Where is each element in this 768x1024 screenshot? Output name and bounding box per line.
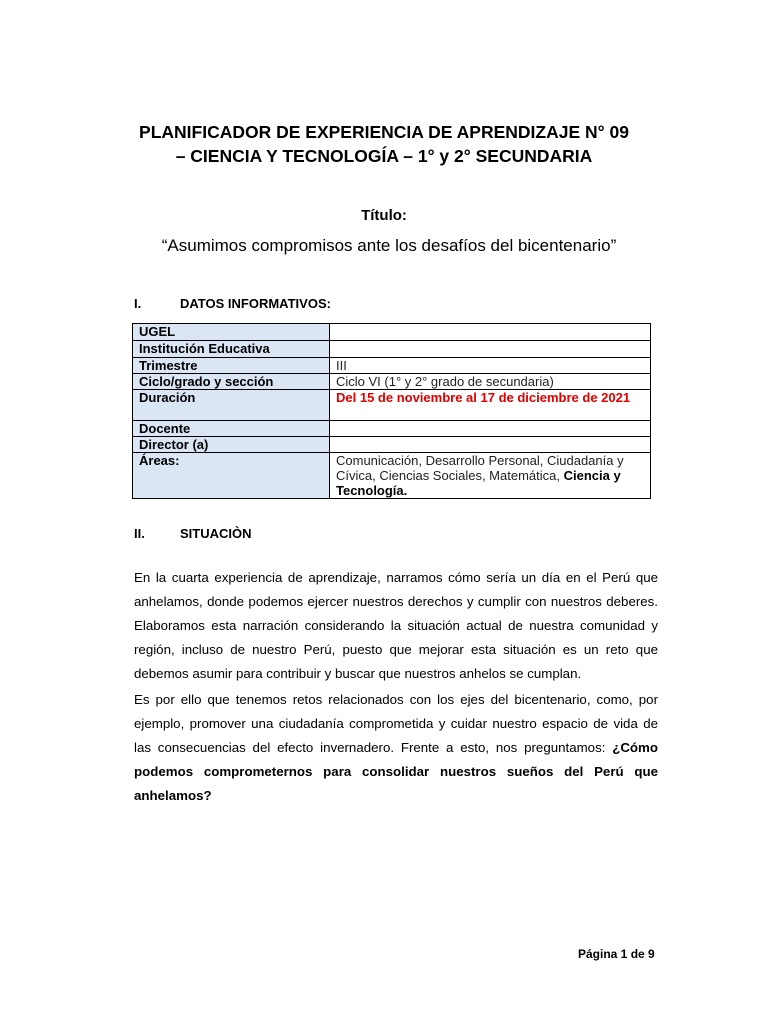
situation-paragraph-2 bbox=[134, 688, 658, 808]
duration-value: Del 15 de noviembre al 17 de diciembre de 2021 bbox=[330, 390, 651, 421]
row-key: Director (a) bbox=[133, 437, 330, 453]
row-value bbox=[330, 437, 651, 453]
row-value bbox=[330, 324, 651, 341]
title-line-1: PLANIFICADOR DE EXPERIENCIA DE APRENDIZAJE N° 09 bbox=[139, 122, 629, 142]
row-key: Áreas: bbox=[133, 453, 330, 499]
table-row bbox=[133, 341, 651, 358]
table-row bbox=[133, 390, 651, 421]
table-row bbox=[133, 374, 651, 390]
titulo-label: Título: bbox=[361, 207, 407, 224]
section-2-title: SITUACIÒN bbox=[180, 526, 252, 541]
document-title bbox=[100, 120, 668, 168]
datos-informativos-table bbox=[132, 323, 651, 499]
row-value bbox=[330, 421, 651, 437]
guiding-question: ¿Cómo podemos comprometernos para consolidar nuestros sueños del Perú que anhelamos? bbox=[134, 740, 658, 803]
table-row bbox=[133, 437, 651, 453]
row-key: Docente bbox=[133, 421, 330, 437]
row-value: Ciclo VI (1° y 2° grado de secundaria) bbox=[330, 374, 651, 390]
section-1-heading bbox=[134, 296, 331, 311]
row-key: Institución Educativa bbox=[133, 341, 330, 358]
title-line-2: – CIENCIA Y TECNOLOGÍA – 1° y 2° SECUNDARIA bbox=[175, 146, 593, 166]
section-1-number: I. bbox=[134, 296, 142, 311]
row-key: Trimestre bbox=[133, 358, 330, 374]
table-row bbox=[133, 358, 651, 374]
situation-paragraph-1: En la cuarta experiencia de aprendizaje, narramos cómo sería un día en el Perú que anhelamos, donde podemos ejercer nuestros derechos y cumplir con nuestros deberes. Elaboramos esta narración considerando la situación actual de nuestra comunidad y región, incluso de nuestro Perú, puesto que mejorar esta situación es un reto que debemos asumir para contribuir y buscar que nuestros anhelos se cumplan. bbox=[134, 570, 658, 681]
row-key: Ciclo/grado y sección bbox=[133, 374, 330, 390]
table-row bbox=[133, 421, 651, 437]
section-1-title: DATOS INFORMATIVOS: bbox=[180, 296, 331, 311]
areas-value bbox=[330, 453, 651, 499]
areas-list: Comunicación, Desarrollo Personal, Ciudadanía y Cívica, Ciencias Sociales, Matemática, bbox=[336, 453, 624, 483]
row-key: UGEL bbox=[133, 324, 330, 341]
section-2-heading bbox=[134, 526, 252, 541]
section-2-number: II. bbox=[134, 526, 145, 541]
titulo-value: “Asumimos compromisos ante los desafíos del bicentenario” bbox=[161, 236, 617, 255]
table-row bbox=[133, 324, 651, 341]
paragraph-2-text: Es por ello que tenemos retos relacionados con los ejes del bicentenario, como, por ejemplo, promover una ciudadanía comprometida y cuidar nuestro espacio de vida de las consecuencias del efecto invernadero. Frente a esto, nos preguntamos: bbox=[134, 692, 658, 755]
table-row bbox=[133, 453, 651, 499]
page-number: Página 1 de 9 bbox=[578, 947, 655, 961]
areas-highlight: Ciencia y Tecnología. bbox=[336, 468, 621, 498]
row-key: Duración bbox=[133, 390, 330, 421]
row-value bbox=[330, 341, 651, 358]
row-value: III bbox=[330, 358, 651, 374]
